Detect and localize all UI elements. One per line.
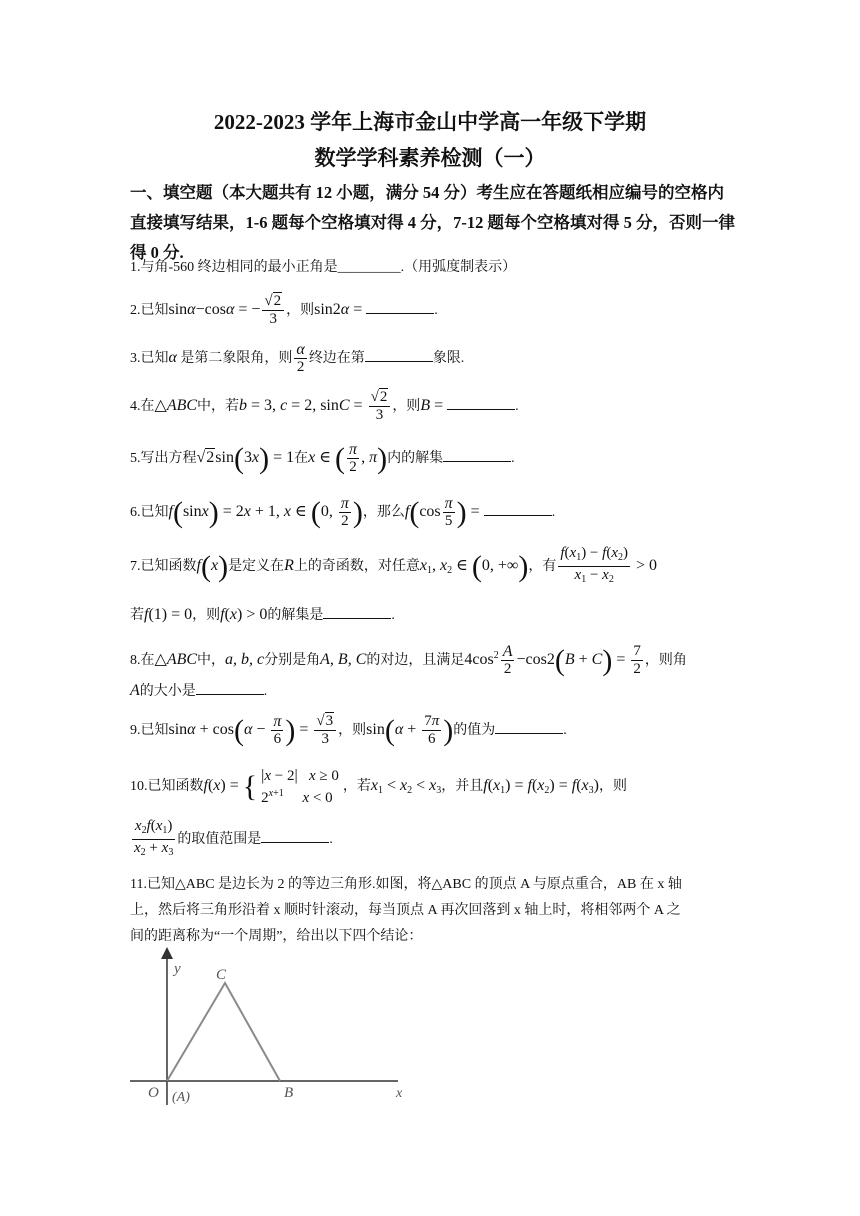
origin-label: O bbox=[148, 1085, 159, 1101]
vertex-label-a: (A) bbox=[172, 1090, 190, 1105]
axis-label-x: x bbox=[396, 1086, 403, 1101]
question-1: 1.与角-560 终边相同的最小正角是_________.（用弧度制表示） bbox=[130, 260, 517, 275]
answer-blank bbox=[447, 395, 515, 410]
question-3: 3.已知α 是第二象限角，则 $\frac{\alpha}{2}$ 终边在第 象限. bbox=[130, 341, 465, 376]
question-8: 8.在△ABC中，a, b, c分别是角A, B, C的对边，且满足$4\cos^2$ $\frac{A}{2}$ −cos2(B + C) = $\frac{7}{2}$ ，则角 bbox=[130, 643, 687, 678]
answer-blank bbox=[323, 604, 391, 619]
axis-label-y: y bbox=[174, 961, 181, 977]
answer-blank bbox=[443, 447, 511, 462]
question-7-line2: 若f(1) = 0，则f(x) > 0的解集是 . bbox=[130, 606, 395, 623]
section-instructions: 一、填空题（本大题共有 12 小题，满分 54 分）考生应在答题纸相应编号的空格内直接填写结果，1-6 题每个空格填对得 4 分，7-12 题每个空格填对得 5 分，否则一律得 0 分. bbox=[130, 183, 735, 262]
question-9: 9.已知sinα + cos(α − $\frac{\pi}{6}$ ) = $\frac{√3}{3}$ ，则sin(α + $\frac{7\pi}{6}$ )的值为 . bbox=[130, 713, 567, 748]
question-5: 5.写出方程√2sin(3x) = 1在x ∈ ( $\frac{\pi}{2}$ , π)内的解集 . bbox=[130, 441, 515, 476]
vertex-label-c: C bbox=[216, 967, 227, 983]
question-11: 11.已知△ABC 是边长为 2 的等边三角形.如图，将△ABC 的顶点 A 与原点重合，AB 在 x 轴 上，然后将三角形沿着 x 顺时针滚动，每当顶点 A 再次回落到 x 轴上时，将相邻两个 A 之 间的距离称为“一个周期”，给出以下四个结论： bbox=[130, 877, 682, 944]
triangle-abc bbox=[167, 983, 280, 1081]
question-2: 2.已知sinα−cosα = − $\frac{√2}{3}$ ，则sin2α = . bbox=[130, 293, 438, 328]
answer-blank bbox=[196, 680, 264, 695]
answer-blank bbox=[365, 347, 433, 362]
question-4: 4.在△ABC中，若b = 3, c = 2, sinC = $\frac{√2}{3}$ ，则B = . bbox=[130, 389, 519, 424]
answer-blank bbox=[366, 299, 434, 314]
question-10: 10.已知函数f(x) = { |x − 2| x ≥ 0 $2^{x+1}$ x < 0 ，若$x_1 < x_2 < x_3$，并且$f(x_1) = f(x_2) = f(x_3)$，则 bbox=[130, 766, 627, 806]
question-10-line2: $\frac{x_2f(x_1)}{x_2 + x_3}$ 的取值范围是 . bbox=[134, 818, 333, 859]
answer-blank: _________ bbox=[337, 260, 401, 275]
triangle-figure bbox=[120, 945, 410, 1110]
question-7: 7.已知函数f(x)是定义在R上的奇函数，对任意$x_1$, $x_2$ ∈ (0, +∞)，有 $\frac{f(x_1) - f(x_2)}{x_1 - x_2}$ > 0 bbox=[130, 545, 658, 586]
question-6: 6.已知f(sinx) = 2x + 1, x ∈ (0, $\frac{\pi}{2}$ )，那么f(cos $\frac{\pi}{5}$ ) = . bbox=[130, 495, 556, 530]
answer-blank bbox=[261, 828, 329, 843]
vertex-label-b: B bbox=[284, 1085, 294, 1101]
answer-blank bbox=[484, 501, 552, 516]
question-8-line2: A的大小是 . bbox=[130, 682, 268, 699]
answer-blank bbox=[495, 719, 563, 734]
paper-title: 2022-2023 学年上海市金山中学高一年级下学期 bbox=[213, 110, 647, 134]
paper-subtitle: 数学学科素养检测（一） bbox=[314, 146, 546, 170]
